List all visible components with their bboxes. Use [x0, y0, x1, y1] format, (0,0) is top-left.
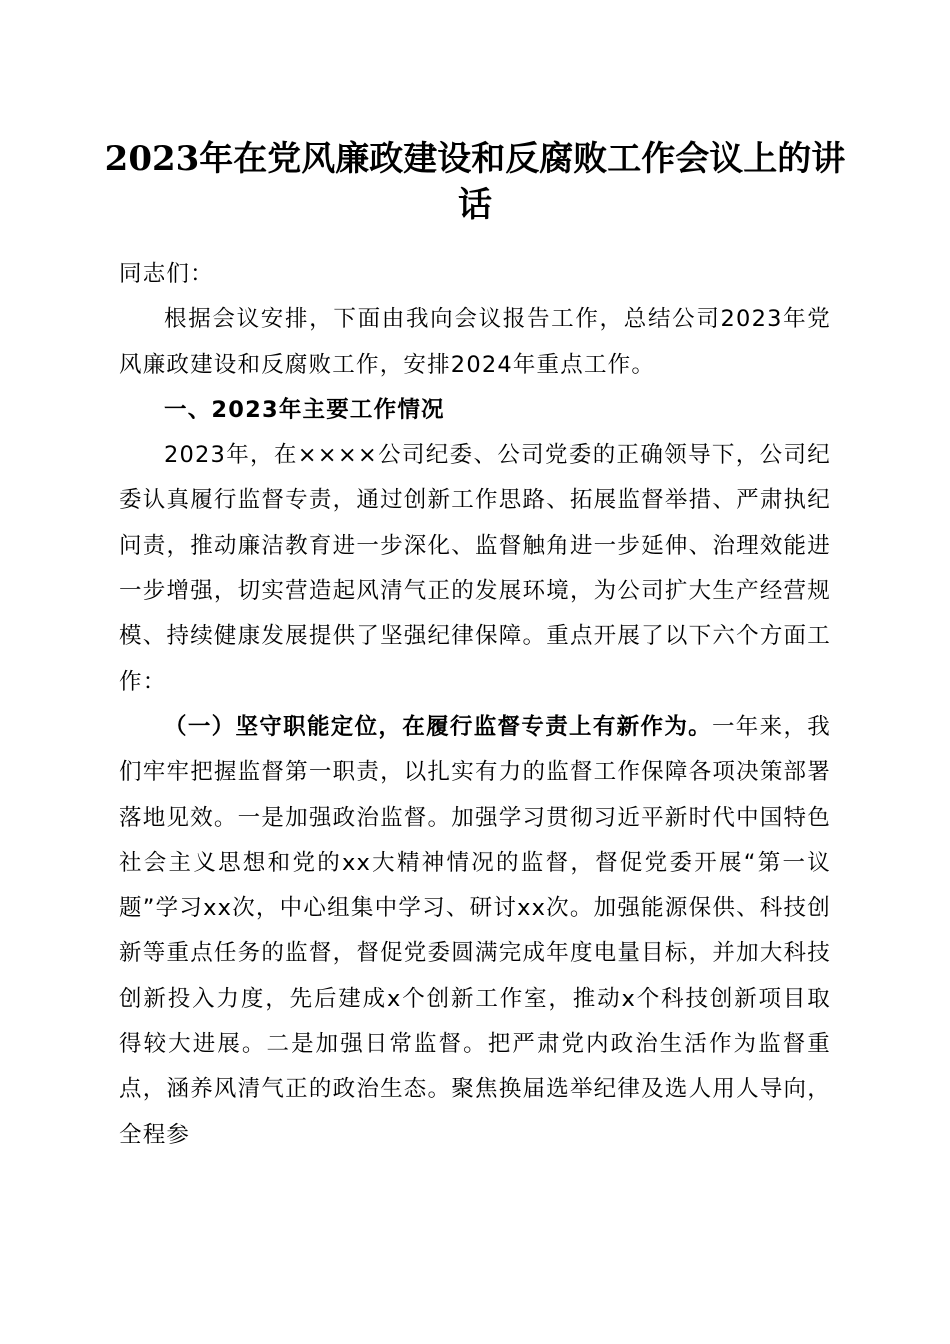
document-title: 2023年在党风廉政建设和反腐败工作会议上的讲话	[104, 139, 846, 225]
subsection-heading: （一）坚守职能定位，在履行监督专责上有新作为。	[164, 713, 712, 740]
subsection-text: 一年来，我们牢牢把握监督第一职责，以扎实有力的监督工作保障各项决策部署落地见效。一是加强政治监督。加强学习贯彻习近平新时代中国特色社会主义思想和党的xx大精神情况的监督，督促党委开展“第一议题”学习xx次，中心组集中学习、研讨xx次。加强能源保供、科技创新等重点任务的监督，督促党委圆满完成年度电量目标，并加大科技创新投入力度，先后建成x个创新工作室，推动x个科技创新项目取得较大进展。二是加强日常监督。把严肃党内政治生活作为监督重点，涵养风清气正的政治生态。聚焦换届选举纪律及选人用人导向，全程参	[119, 713, 831, 1148]
intro-paragraph: 根据会议安排，下面由我向会议报告工作，总结公司2023年党风廉政建设和反腐败工作，安排2024年重点工作。	[119, 306, 831, 378]
section-paragraph: 2023年，在××××公司纪委、公司党委的正确领导下，公司纪委认真履行监督专责，通过创新工作思路、拓展监督举措、严肃执纪问责，推动廉洁教育进一步深化、监督触角进一步延伸、治理效能进一步增强，切实营造起风清气正的发展环境，为公司扩大生产经营规模、持续健康发展提供了坚强纪律保障。重点开展了以下六个方面工作：	[119, 442, 831, 695]
document-body	[119, 252, 831, 1158]
section-heading: 一、2023年主要工作情况	[164, 396, 445, 423]
salutation: 同志们：	[119, 261, 214, 287]
subsection-paragraph	[119, 705, 831, 1158]
